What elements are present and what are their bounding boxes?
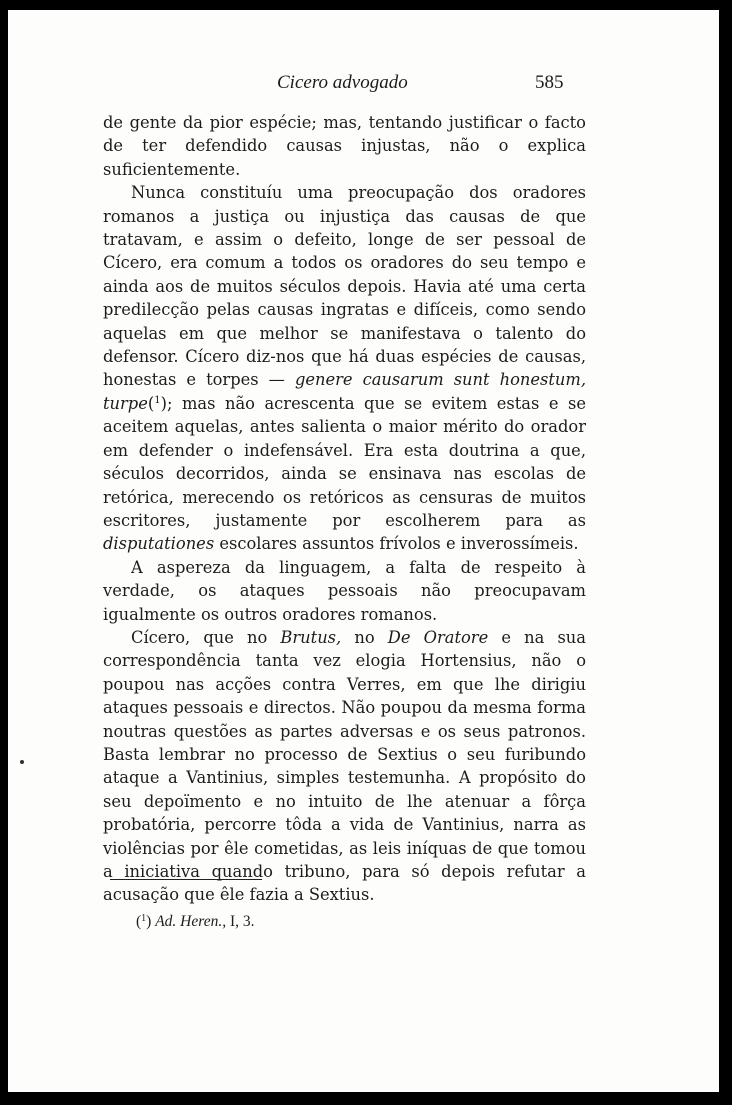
page-header <box>8 72 719 98</box>
latin-quote: genere causarum sunt honestum, turpe <box>103 370 586 413</box>
paragraph-2: Nunca constituíu uma preocupação dos oradores romanos a justiça ou injustiça das causas de que tratavam, e assim o defeito, longe de ser pessoal de Cícero, era comum a todos os oradores do seu tempo e ainda aos de muitos séculos depois. Havia até uma certa predilecção pelas causas ingratas e difíceis, como sendo aquelas em que melhor se manifestava o talento do defensor. Cícero diz-nos que há duas espécies de causas, honestas e torpes — genere causarum sunt honestum, turpe($^1$); mas não acrescenta que se evitem estas e se aceitem aquelas, antes salienta o maior mérito do orador em defender o indefensável. Era esta doutrina a que, séculos decorridos, ainda se ensinava nas escolas de retórica, merecendo os retóricos as censuras de muitos escritores, justamente por escolherem para as disputationes escolares assuntos frívolos e inverossímeis. <box>103 183 586 554</box>
footnote-marker: 1 <box>141 913 147 924</box>
paragraph-4-part-c: e na sua correspondência tanta vez elogia Hortensius, não o poupou nas acções contra Verres, em que lhe dirigiu ataques pessoais e directos. Não poupou da mesma forma noutras questões as partes adversas e os seus patronos. Basta lembrar no processo de Sextius o seu furibundo ataque a Vantinius, simples testemunha. A propósito do seu depoïmento e no intuito de lhe atenuar a fôrça probatória, percorre tôda a vida de Vantinius, narra as violências por êle cometidas, as leis iníquas de que tomou a iniciativa quando tribuno, para só depois refutar a acusação que êle fazia a Sextius. <box>103 627 587 905</box>
footnote-location: I, 3. <box>229 913 255 930</box>
brutus-title: Brutus, <box>280 627 342 647</box>
footnote-source: Ad. Heren., <box>155 913 227 930</box>
paragraph-2-part-b: ; mas não acrescenta que se evitem estas e se aceitem aquelas, antes salienta o maior mérito do orador em defender o indefensável. Era esta doutrina a que, séculos decorridos, ainda se ensinava nas escolas de retórica, merecendo os retóricos as censuras de muitos escritores, justamente por escolherem para as <box>103 393 586 530</box>
paragraph-2-part-a: Nunca constituíu uma preocupação dos oradores romanos a justiça ou injustiça das causas de que tratavam, e assim o defeito, longe de ser pessoal de Cícero, era comum a todos os oradores do seu tempo e ainda aos de muitos séculos depois. Havia até uma certa predilecção pelas causas ingratas e difíceis, como sendo aquelas em que melhor se manifestava o talento do defensor. Cícero diz-nos que há duas espécies de causas, honestas e torpes — <box>103 183 586 390</box>
paragraph-2-part-c: escolares assuntos frívolos e inverossímeis. <box>214 534 579 554</box>
footnote-rule <box>110 879 262 880</box>
paragraph-4-part-b: no <box>341 627 388 647</box>
page-number: 585 <box>535 72 564 93</box>
paragraph-4-part-a: Cícero, que no <box>131 627 281 647</box>
book-page <box>8 10 719 1092</box>
body-text <box>103 111 586 907</box>
footnote-reference: 1 <box>154 394 161 406</box>
running-title: Cicero advogado <box>277 72 408 93</box>
disputationes-term: disputationes <box>103 534 215 554</box>
paper-speck <box>20 760 24 764</box>
paragraph-1: de gente da pior espécie; mas, tentando justificar o facto de ter defendido causas injustas, não o explica suficientemente. <box>103 113 586 179</box>
paragraph-3: A aspereza da linguagem, a falta de respeito à verdade, os ataques pessoais não preocupavam igualmente os outros oradores romanos. <box>103 557 586 624</box>
paragraph-4 <box>103 626 586 907</box>
footnote: ($^1$) Ad. Heren., I, 3. <box>136 913 255 930</box>
de-oratore-title: De Oratore <box>387 627 489 647</box>
